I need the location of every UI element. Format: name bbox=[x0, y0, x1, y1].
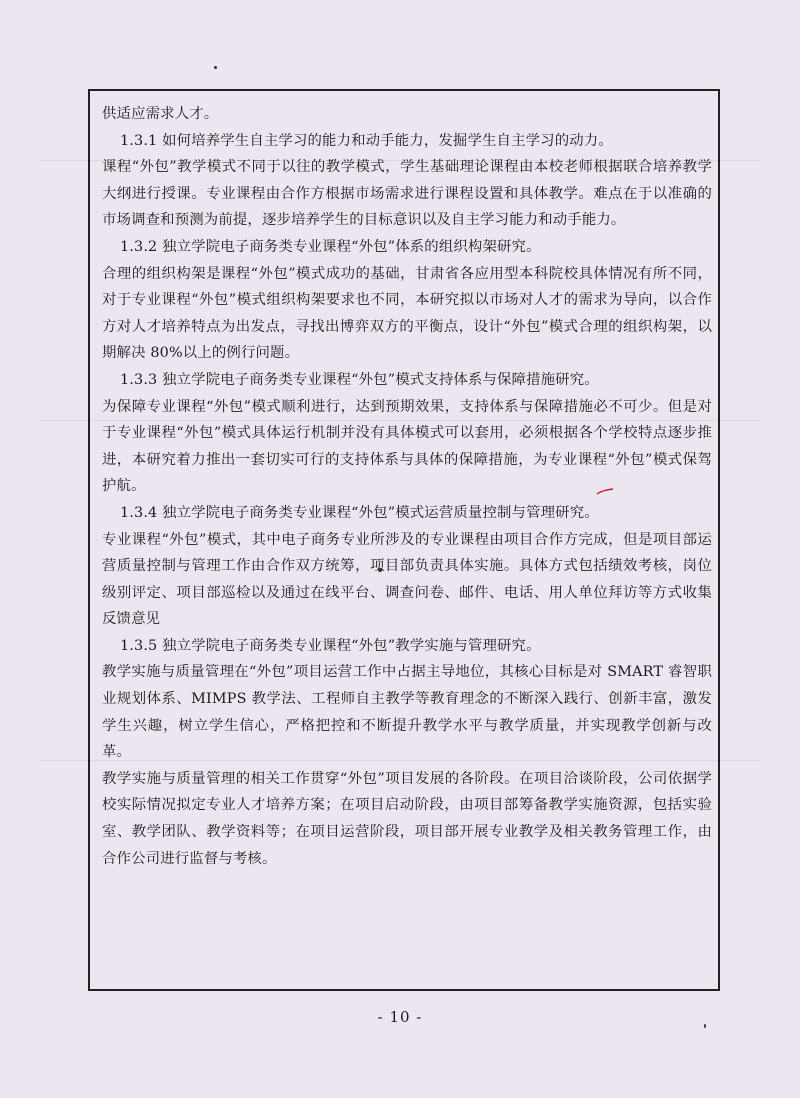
red-pen-mark-icon bbox=[596, 488, 614, 496]
scan-speck bbox=[214, 66, 217, 69]
body-paragraph: 教学实施与质量管理的相关工作贯穿“外包”项目发展的各阶段。在项目洽谈阶段，公司依据学校实际情况拟定专业人才培养方案；在项目启动阶段，由项目部筹备教学实施资源，包括实验室、教学团队、教学资料等；在项目运营阶段，项目部开展专业教学及相关教务管理工作，由合作公司进行监督与考核。 bbox=[102, 770, 712, 867]
body-paragraph: 供适应需求人才。 bbox=[102, 106, 219, 122]
body-paragraph: 专业课程“外包”模式，其中电子商务专业所涉及的专业课程由项目合作方完成，但是项目部运营质量控制与管理工作由合作双方统筹，项目部负责具体实施。具体方式包括绩效考核，岗位级别评定、项目部巡检以及通过在线平台、调查问卷、邮件、电话、用人单位拜访等方式收集反馈意见 bbox=[102, 531, 712, 628]
page-number: - 10 - bbox=[377, 1008, 423, 1026]
body-paragraph: 为保障专业课程“外包”模式顺利进行，达到预期效果，支持体系与保障措施必不可少。但是对于专业课程“外包”模式具体运行机制并没有具体模式可以套用，必须根据各个学校特点逐步推进，本研究着力推出一套切实可行的支持体系与具体的保障措施，为专业课程“外包”模式保驾护航。 bbox=[102, 398, 712, 495]
section-heading: 1.3.2 独立学院电子商务类专业课程“外包”体系的组织构架研究。 bbox=[120, 238, 541, 255]
body-paragraph: 教学实施与质量管理在“外包”项目运营工作中占据主导地位，其核心目标是对 SMART 睿智职业规划体系、MIMPS 教学法、工程师自主教学等教育理念的不断深入践行、创新丰富，激发学生兴趣，树立学生信心，严格把控和不断提升教学水平与教学质量，并实现教学创新与改革。 bbox=[102, 664, 712, 761]
section-heading: 1.3.5 独立学院电子商务类专业课程“外包”教学实施与管理研究。 bbox=[120, 637, 541, 654]
body-paragraph: 合理的组织构架是课程“外包”模式成功的基础，甘肃省各应用型本科院校具体情况有所不同，对于专业课程“外包”模式组织构架要求也不同，本研究拟以市场对人才的需求为导向，以合作方对人才培养特点为出发点，寻找出博弈双方的平衡点，设计“外包”模式合理的组织构架，以期解决 80%以上的例行问题。 bbox=[102, 265, 712, 362]
section-heading: 1.3.3 独立学院电子商务类专业课程“外包”模式支持体系与保障措施研究。 bbox=[120, 371, 599, 388]
document-body bbox=[102, 101, 712, 872]
body-paragraph: 课程“外包”教学模式不同于以往的教学模式，学生基础理论课程由本校老师根据联合培养教学大纲进行授课。专业课程由合作方根据市场需求进行课程设置和具体教学。难点在于以准确的市场调查和预测为前提，逐步培养学生的目标意识以及自主学习能力和动手能力。 bbox=[102, 159, 712, 229]
section-heading: 1.3.4 独立学院电子商务类专业课程“外包”模式运营质量控制与管理研究。 bbox=[120, 504, 599, 521]
section-heading: 1.3.1 如何培养学生自主学习的能力和动手能力，发掘学生自主学习的动力。 bbox=[120, 132, 613, 149]
